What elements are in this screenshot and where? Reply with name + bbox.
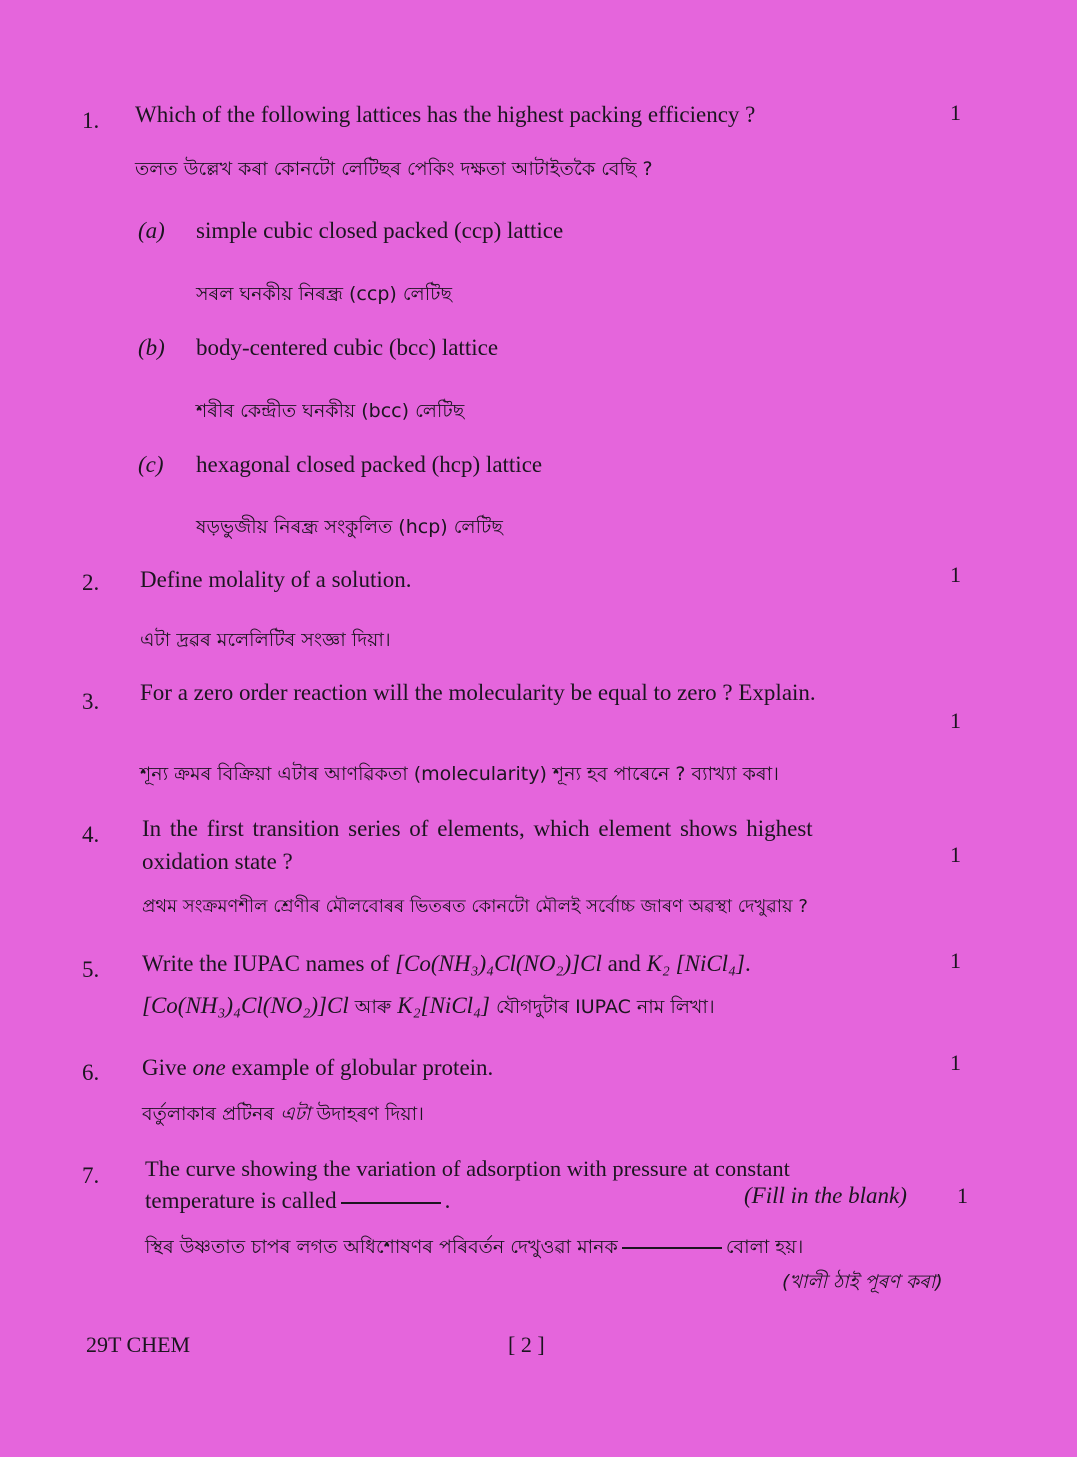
option-text: simple cubic closed packed (ccp) lattice	[196, 218, 564, 243]
emphasis-assamese: এটা	[280, 1103, 311, 1125]
period: .	[444, 1188, 451, 1213]
option-text: hexagonal closed packed (hcp) lattice	[196, 452, 543, 477]
question-text: The curve showing the variation of adsorption with pressure at constant	[145, 1156, 790, 1181]
emphasis: one	[192, 1055, 226, 1080]
question-number: 4.	[82, 822, 100, 847]
question-text-assamese: যৌগদুটাৰ IUPAC নাম লিখা।	[490, 996, 715, 1018]
formula-cobalt-complex: [Co(NH₃)₄Cl(NO₂)]Cl	[142, 993, 349, 1018]
formula-nickel-complex: K₂[NiCl₄]	[397, 993, 490, 1018]
question-number: 1.	[82, 108, 100, 133]
question-number: 5.	[82, 957, 100, 982]
question-text-assamese: বৰ্তুলাকাৰ প্ৰটিনৰ	[142, 1103, 281, 1125]
option-letter: (a)	[138, 218, 165, 243]
question-text: In the first transition series of elements, which element shows highest	[142, 816, 813, 841]
mark: 1	[950, 948, 961, 973]
mark: 1	[950, 1050, 961, 1075]
question-text: For a zero order reaction will the molecularity be equal to zero ? Explain.	[140, 680, 816, 705]
question-text: Which of the following lattices has the highest packing efficiency ?	[135, 102, 756, 127]
question-text-cont: oxidation state ?	[142, 849, 293, 874]
question-text-assamese: প্ৰথম সংক্ৰমণশীল শ্ৰেণীৰ মৌলবোৰৰ ভিতৰত কোনটো মৌলই সৰ্বোচ্চ জাৰণ অৱস্থা দেখুৱায় ?	[142, 896, 808, 917]
answer-blank	[622, 1247, 722, 1249]
mark: 1	[950, 842, 961, 867]
question-text-assamese: স্থিৰ উষ্ণতাত চাপৰ লগত অধিশোষণৰ পৰিবৰ্তন দেখুওৱা মানক	[145, 1236, 618, 1258]
question-text-assamese-cont: উদাহৰণ দিয়া।	[310, 1103, 424, 1125]
mark: 1	[950, 708, 961, 733]
period: .	[745, 951, 751, 976]
question-text-cont: temperature is called	[145, 1188, 337, 1213]
conjunction-assamese: আৰু	[348, 996, 398, 1018]
fill-in-the-blank-instruction: (Fill in the blank)	[744, 1183, 907, 1208]
option-letter: (c)	[138, 452, 164, 477]
question-text-assamese-cont: বোলা হয়।	[725, 1236, 804, 1258]
option-letter: (b)	[138, 335, 165, 360]
formula-nickel-complex: K₂ [NiCl₄]	[646, 951, 746, 976]
question-text-cont: example of globular protein.	[225, 1055, 494, 1080]
fill-in-the-blank-instruction-assamese: (খালী ঠাই পূৰণ কৰা)	[782, 1271, 943, 1293]
question-text-assamese: শূন্য ক্ৰমৰ বিক্ৰিয়া এটাৰ আণৱিকতা (molecularity) শূন্য হব পাৰেনে ? ব্যাখ্যা কৰা।	[140, 763, 779, 785]
question-number: 3.	[82, 689, 100, 714]
mark: 1	[950, 100, 961, 125]
option-text-assamese: সৰল ঘনকীয় নিৰন্ধ্ৰ (ccp) লেটিছ	[196, 283, 453, 305]
conjunction: and	[601, 951, 647, 976]
question-text: Give	[142, 1055, 193, 1080]
mark: 1	[950, 562, 961, 587]
question-text: Write the IUPAC names of	[142, 951, 396, 976]
paper-code: 29T CHEM	[86, 1332, 191, 1357]
mark: 1	[957, 1183, 968, 1208]
formula-cobalt-complex: [Co(NH₃)₄Cl(NO₂)]Cl	[395, 951, 602, 976]
answer-blank	[341, 1202, 441, 1204]
question-text-assamese: তলত উল্লেখ কৰা কোনটো লেটিছৰ পেকিং দক্ষতা আটাইতকৈ বেছি ?	[135, 158, 653, 180]
question-text-assamese: এটা দ্ৰৱৰ মলেলিটিৰ সংজ্ঞা দিয়া।	[140, 629, 391, 651]
question-text: Define molality of a solution.	[140, 567, 412, 592]
option-text-assamese: ষড়ভুজীয় নিৰন্ধ্ৰ সংকুলিত (hcp) লেটিছ	[196, 516, 503, 538]
question-number: 6.	[82, 1060, 100, 1085]
page-number: [ 2 ]	[508, 1332, 545, 1357]
question-number: 2.	[82, 570, 100, 595]
option-text: body-centered cubic (bcc) lattice	[196, 335, 499, 360]
question-number: 7.	[82, 1163, 100, 1188]
option-text-assamese: শৰীৰ কেন্দ্ৰীত ঘনকীয় (bcc) লেটিছ	[196, 400, 465, 422]
